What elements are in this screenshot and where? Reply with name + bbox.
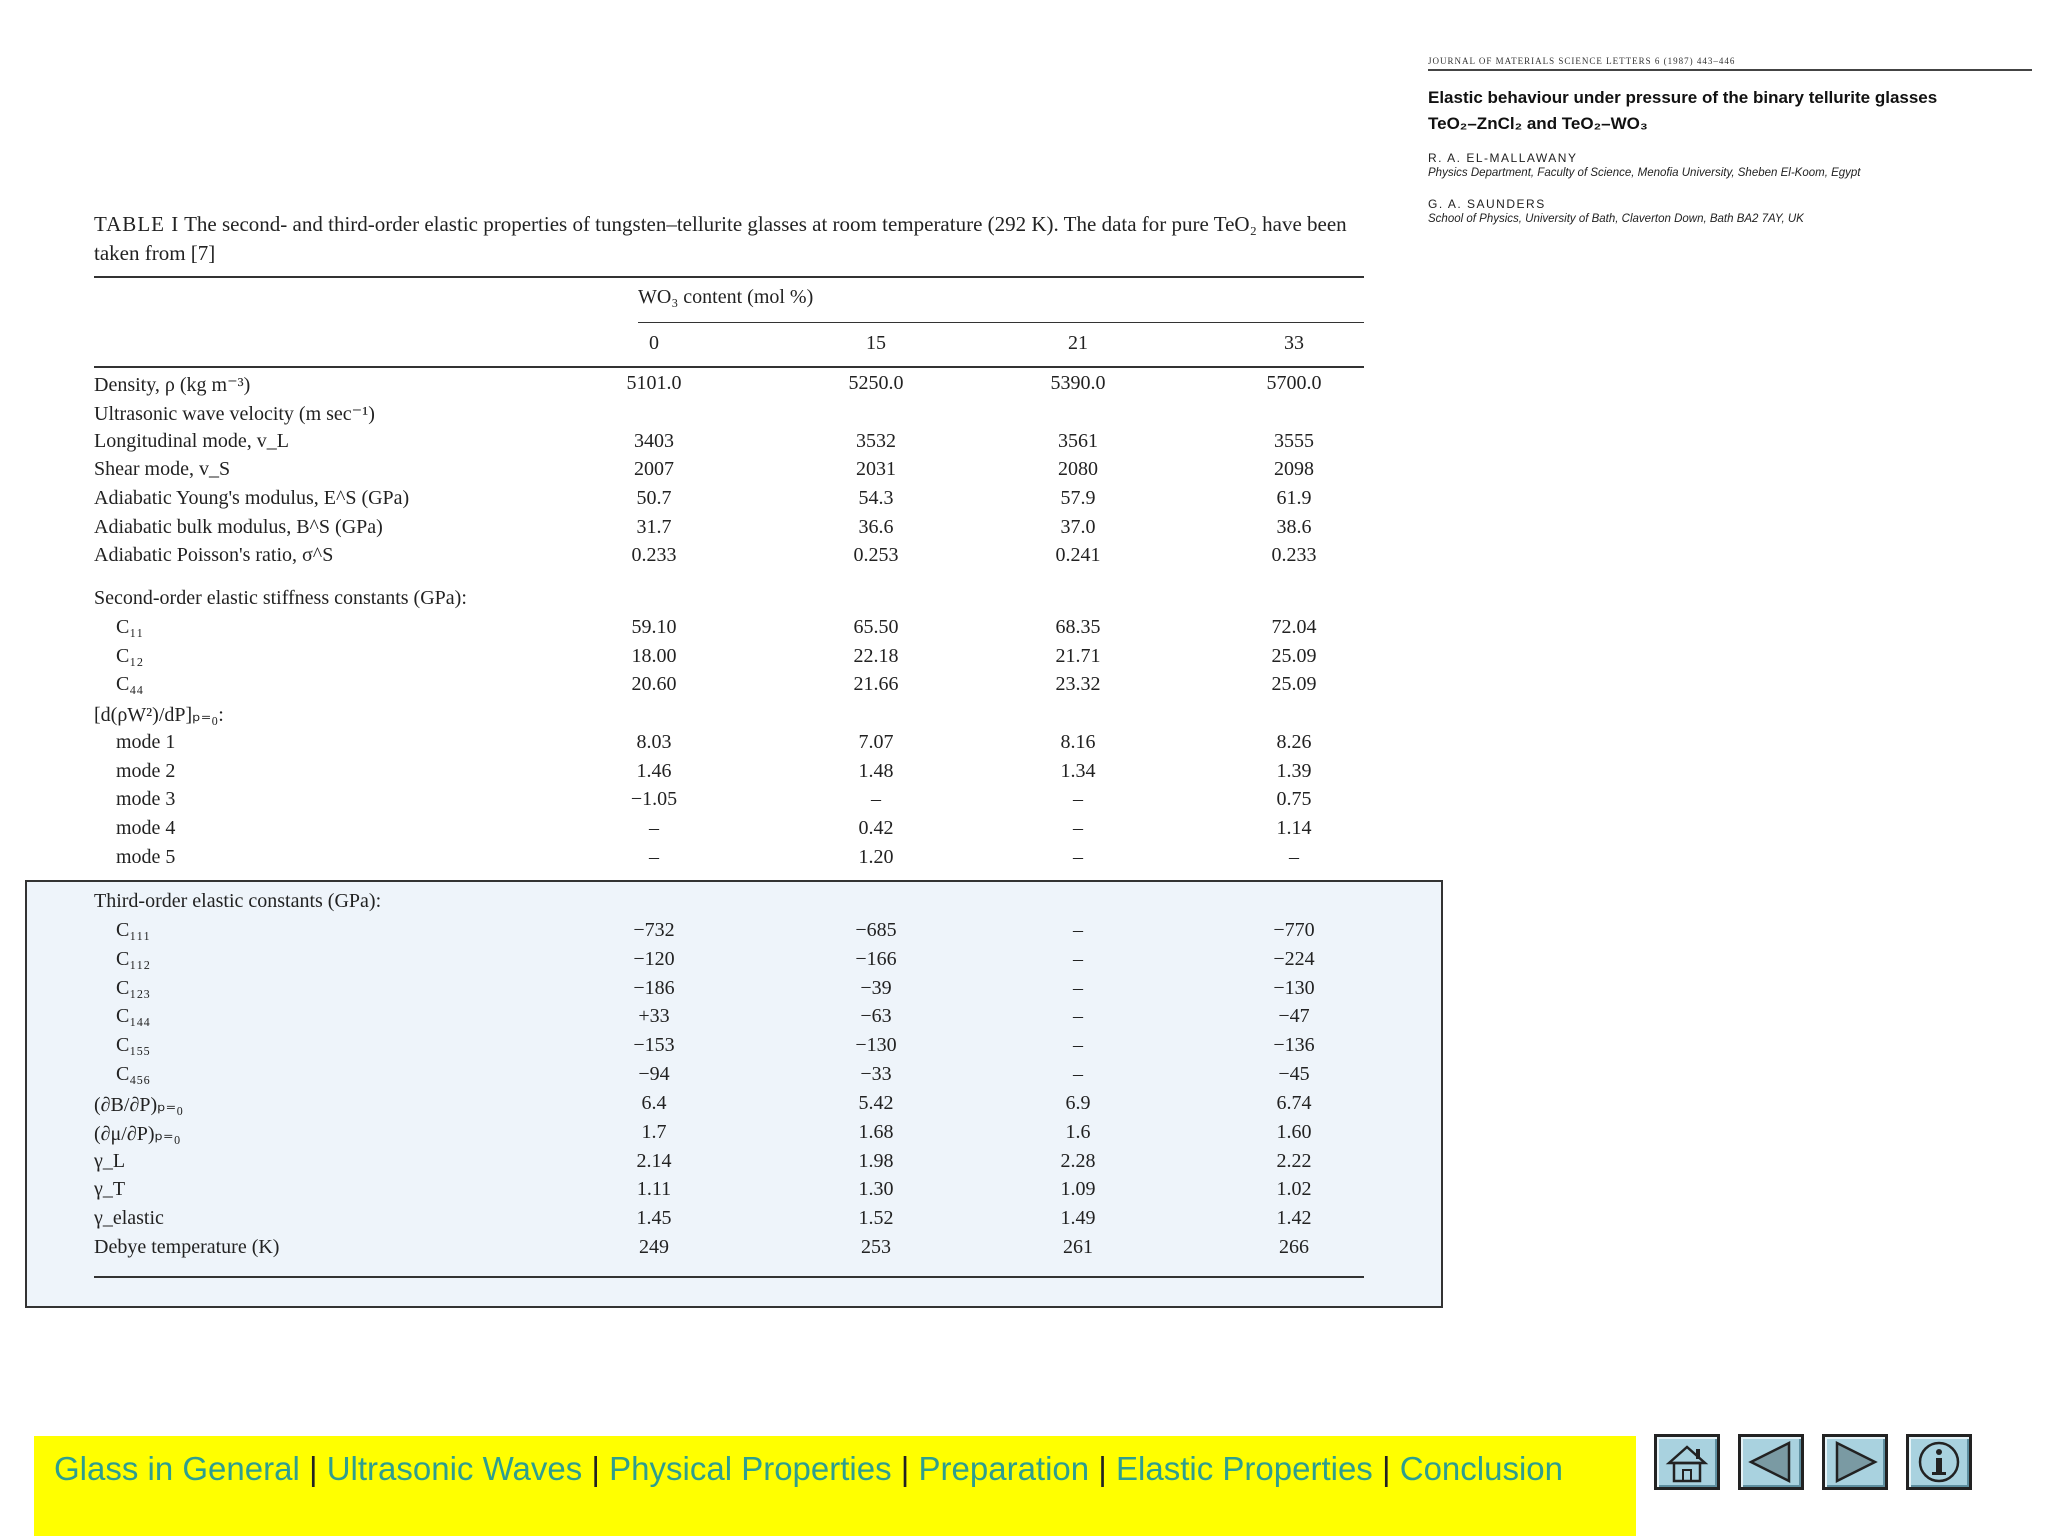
nav-link-conclusion[interactable]: Conclusion bbox=[1399, 1450, 1563, 1487]
table-cell: 1.98 bbox=[858, 1150, 894, 1172]
table-cell: – bbox=[1073, 846, 1083, 868]
table-cell: 2.22 bbox=[1276, 1150, 1312, 1172]
journal-header bbox=[1428, 56, 2032, 225]
home-button[interactable] bbox=[1654, 1434, 1720, 1490]
table-cell: 22.18 bbox=[853, 645, 899, 667]
table-cell: 37.0 bbox=[1060, 516, 1096, 538]
row-label: mode 3 bbox=[116, 788, 176, 810]
row-label: C₄₄ bbox=[116, 673, 144, 695]
info-button[interactable] bbox=[1906, 1434, 1972, 1490]
table-cell: 25.09 bbox=[1271, 645, 1317, 667]
table-cell: 1.20 bbox=[858, 846, 894, 868]
author-1: R. A. EL-MALLAWANY bbox=[1428, 151, 1578, 165]
table-cell: – bbox=[1289, 846, 1299, 868]
nav-separator: | bbox=[1372, 1450, 1400, 1487]
table-cell: 249 bbox=[639, 1236, 669, 1258]
table-cell: 1.39 bbox=[1276, 760, 1312, 782]
row-label: mode 5 bbox=[116, 846, 176, 868]
table-cell: −130 bbox=[1273, 977, 1315, 999]
table-cell: 1.02 bbox=[1276, 1178, 1312, 1200]
table-cell: 0.42 bbox=[858, 817, 894, 839]
table-cell: 36.6 bbox=[858, 516, 894, 538]
row-label: mode 2 bbox=[116, 760, 176, 782]
group-header-rule bbox=[638, 322, 1364, 323]
table-cell: 23.32 bbox=[1055, 673, 1101, 695]
table-cell: 6.4 bbox=[641, 1092, 667, 1114]
table-cell: 8.03 bbox=[636, 731, 672, 753]
row-label: Second-order elastic stiffness constants (GPa): bbox=[94, 587, 467, 609]
row-label: (∂μ/∂P)ₚ₌₀ bbox=[94, 1123, 181, 1145]
row-label: C₁₁₁ bbox=[116, 919, 151, 941]
row-label: (∂B/∂P)ₚ₌₀ bbox=[94, 1094, 184, 1116]
article-title-line-1: Elastic behaviour under pressure of the binary tellurite glasses bbox=[1428, 88, 1938, 107]
table-cell: 1.45 bbox=[636, 1207, 672, 1229]
group-header: WO₃ content (mol %) bbox=[638, 286, 814, 308]
table-cell: – bbox=[1073, 948, 1083, 970]
table-cell: −136 bbox=[1273, 1034, 1315, 1056]
table-cell: 1.7 bbox=[641, 1121, 667, 1143]
article-title-line-2: TeO₂–ZnCl₂ and TeO₂–WO₃ bbox=[1428, 114, 1648, 133]
table-cell: 5700.0 bbox=[1266, 372, 1322, 394]
nav-link-physical-properties[interactable]: Physical Properties bbox=[609, 1450, 892, 1487]
nav-separator: | bbox=[299, 1450, 327, 1487]
row-label: Shear mode, v_S bbox=[94, 458, 231, 480]
table-cell: 20.60 bbox=[631, 673, 677, 695]
table-cell: 72.04 bbox=[1271, 616, 1317, 638]
table-cell: −45 bbox=[1278, 1063, 1310, 1085]
table-cell: 3532 bbox=[856, 430, 896, 452]
table-cell: – bbox=[1073, 1005, 1083, 1027]
table-cell: 0.233 bbox=[1271, 544, 1317, 566]
row-label: C₁₁ bbox=[116, 616, 144, 638]
nav-link-elastic-properties[interactable]: Elastic Properties bbox=[1116, 1450, 1373, 1487]
table-cell: 1.09 bbox=[1060, 1178, 1096, 1200]
table-cell: – bbox=[1073, 788, 1083, 810]
table-cell: 18.00 bbox=[631, 645, 677, 667]
row-label: mode 4 bbox=[116, 817, 176, 839]
nav-link-preparation[interactable]: Preparation bbox=[918, 1450, 1090, 1487]
column-header-rule bbox=[94, 366, 1364, 368]
table-cell: 261 bbox=[1063, 1236, 1093, 1258]
affiliation-2: School of Physics, University of Bath, Claverton Down, Bath BA2 7AY, UK bbox=[1428, 213, 1804, 225]
nav-separator: | bbox=[891, 1450, 919, 1487]
table-cell: −732 bbox=[633, 919, 675, 941]
table-cell: 253 bbox=[861, 1236, 891, 1258]
info-icon bbox=[1909, 1437, 1969, 1487]
row-label: Adiabatic bulk modulus, B^S (GPa) bbox=[94, 516, 383, 538]
row-label: γ_L bbox=[94, 1150, 126, 1172]
affiliation-1: Physics Department, Faculty of Science, Menofia University, Sheben El-Koom, Egypt bbox=[1428, 167, 1861, 179]
nav-links bbox=[54, 1448, 1574, 1489]
table-cell: −166 bbox=[855, 948, 897, 970]
table-cell: −47 bbox=[1278, 1005, 1310, 1027]
row-label: Density, ρ (kg m⁻³) bbox=[94, 374, 251, 396]
row-label: C₁₄₄ bbox=[116, 1005, 151, 1027]
table-cell: 1.6 bbox=[1065, 1121, 1091, 1143]
table-cell: −130 bbox=[855, 1034, 897, 1056]
table-cell: 1.30 bbox=[858, 1178, 894, 1200]
table-cell: 1.48 bbox=[858, 760, 894, 782]
row-label: Debye temperature (K) bbox=[94, 1236, 280, 1258]
table-cell: 59.10 bbox=[631, 616, 677, 638]
table-cell: 3555 bbox=[1274, 430, 1314, 452]
table-cell: +33 bbox=[638, 1005, 670, 1027]
journal-citation: JOURNAL OF MATERIALS SCIENCE LETTERS 6 (1987) 443–446 bbox=[1428, 56, 2032, 71]
back-button[interactable] bbox=[1738, 1434, 1804, 1490]
table-cell: 1.49 bbox=[1060, 1207, 1096, 1229]
table-cell: – bbox=[1073, 1034, 1083, 1056]
table-cell: 1.14 bbox=[1276, 817, 1312, 839]
table-cell: 5250.0 bbox=[848, 372, 904, 394]
table-cell: 3403 bbox=[634, 430, 674, 452]
table-cell: 65.50 bbox=[853, 616, 899, 638]
row-label: Adiabatic Poisson's ratio, σ^S bbox=[94, 544, 334, 566]
table-cell: 0.241 bbox=[1055, 544, 1101, 566]
table-cell: 0.75 bbox=[1276, 788, 1312, 810]
forward-button[interactable] bbox=[1822, 1434, 1888, 1490]
table-bottom-rule bbox=[94, 1276, 1364, 1278]
table-cell: 57.9 bbox=[1060, 487, 1096, 509]
footer-nav-bar bbox=[34, 1436, 1636, 1536]
row-label: C₁₁₂ bbox=[116, 948, 151, 970]
table-caption bbox=[94, 210, 1364, 268]
table-cell: 31.7 bbox=[636, 516, 672, 538]
table-cell: 50.7 bbox=[636, 487, 672, 509]
row-label: γ_T bbox=[94, 1178, 126, 1200]
back-arrow-icon bbox=[1741, 1437, 1801, 1487]
column-header: 0 bbox=[649, 332, 659, 354]
table-cell: 0.233 bbox=[631, 544, 677, 566]
table-cell: −224 bbox=[1273, 948, 1315, 970]
row-label: Longitudinal mode, v_L bbox=[94, 430, 289, 452]
table-cell: – bbox=[1073, 1063, 1083, 1085]
forward-arrow-icon bbox=[1825, 1437, 1885, 1487]
row-label: [d(ρW²)/dP]ₚ₌₀: bbox=[94, 704, 224, 726]
table-cell: −770 bbox=[1273, 919, 1315, 941]
table-cell: −120 bbox=[633, 948, 675, 970]
nav-separator: | bbox=[582, 1450, 610, 1487]
table-label: TABLE I bbox=[94, 212, 180, 236]
row-label: C₁₂₃ bbox=[116, 977, 151, 999]
table-cell: −153 bbox=[633, 1034, 675, 1056]
table-cell: −39 bbox=[860, 977, 892, 999]
table-cell: 266 bbox=[1279, 1236, 1309, 1258]
row-label: C₁₅₅ bbox=[116, 1034, 151, 1056]
table-cell: 21.66 bbox=[853, 673, 899, 695]
table-top-rule bbox=[94, 276, 1364, 278]
table-cell: 1.46 bbox=[636, 760, 672, 782]
table-cell: 2031 bbox=[856, 458, 896, 480]
table-cell: – bbox=[1073, 977, 1083, 999]
table-cell: 1.42 bbox=[1276, 1207, 1312, 1229]
table-cell: −33 bbox=[860, 1063, 892, 1085]
table-cell: 5390.0 bbox=[1050, 372, 1106, 394]
row-label: C₁₂ bbox=[116, 645, 144, 667]
table-cell: 25.09 bbox=[1271, 673, 1317, 695]
row-label: Third-order elastic constants (GPa): bbox=[94, 890, 382, 912]
table-cell: 0.253 bbox=[853, 544, 899, 566]
table-cell: 6.74 bbox=[1276, 1092, 1312, 1114]
table-cell: 1.60 bbox=[1276, 1121, 1312, 1143]
table-cell: 38.6 bbox=[1276, 516, 1312, 538]
table-cell: 2080 bbox=[1058, 458, 1098, 480]
table-cell: 2.28 bbox=[1060, 1150, 1096, 1172]
table-cell: 54.3 bbox=[858, 487, 894, 509]
row-label: Adiabatic Young's modulus, E^S (GPa) bbox=[94, 487, 410, 509]
table-cell: −685 bbox=[855, 919, 897, 941]
table-cell: – bbox=[1073, 919, 1083, 941]
table-cell: 61.9 bbox=[1276, 487, 1312, 509]
row-label: Ultrasonic wave velocity (m sec⁻¹) bbox=[94, 403, 375, 425]
author-2: G. A. SAUNDERS bbox=[1428, 197, 1546, 211]
table-cell: – bbox=[649, 817, 659, 839]
table-cell: 3561 bbox=[1058, 430, 1098, 452]
column-header: 15 bbox=[866, 332, 886, 354]
article-title bbox=[1428, 85, 2032, 137]
column-header: 33 bbox=[1284, 332, 1304, 354]
column-header: 21 bbox=[1068, 332, 1088, 354]
table-cell: 6.9 bbox=[1065, 1092, 1091, 1114]
table-cell: 1.11 bbox=[636, 1178, 672, 1200]
table-cell: −1.05 bbox=[630, 788, 678, 810]
table-cell: 68.35 bbox=[1055, 616, 1101, 638]
table-cell: – bbox=[649, 846, 659, 868]
table-cell: 1.34 bbox=[1060, 760, 1096, 782]
nav-link-glass-in-general[interactable]: Glass in General bbox=[54, 1450, 300, 1487]
home-icon bbox=[1657, 1437, 1717, 1487]
table-cell: 7.07 bbox=[858, 731, 894, 753]
table-cell: 2098 bbox=[1274, 458, 1314, 480]
table-cell: −94 bbox=[638, 1063, 670, 1085]
table-cell: 2007 bbox=[634, 458, 674, 480]
table-cell: – bbox=[1073, 817, 1083, 839]
table-cell: 8.16 bbox=[1060, 731, 1096, 753]
table-cell: 8.26 bbox=[1276, 731, 1312, 753]
table-cell: −63 bbox=[860, 1005, 892, 1027]
table-cell: −186 bbox=[633, 977, 675, 999]
table-cell: – bbox=[871, 788, 881, 810]
row-label: γ_elastic bbox=[94, 1207, 164, 1229]
table-caption-text: The second- and third-order elastic properties of tungsten–tellurite glasses at room temperature (292 K). The data for pure TeO₂ have been taken from [7] bbox=[94, 212, 1347, 265]
nav-separator: | bbox=[1089, 1450, 1117, 1487]
table-cell: 21.71 bbox=[1055, 645, 1101, 667]
row-label: C₄₅₆ bbox=[116, 1063, 151, 1085]
table-cell: 1.52 bbox=[858, 1207, 894, 1229]
table-cell: 1.68 bbox=[858, 1121, 894, 1143]
nav-link-ultrasonic-waves[interactable]: Ultrasonic Waves bbox=[326, 1450, 583, 1487]
table-cell: 5101.0 bbox=[626, 372, 682, 394]
table-cell: 2.14 bbox=[636, 1150, 672, 1172]
row-label: mode 1 bbox=[116, 731, 176, 753]
table-cell: 5.42 bbox=[858, 1092, 894, 1114]
